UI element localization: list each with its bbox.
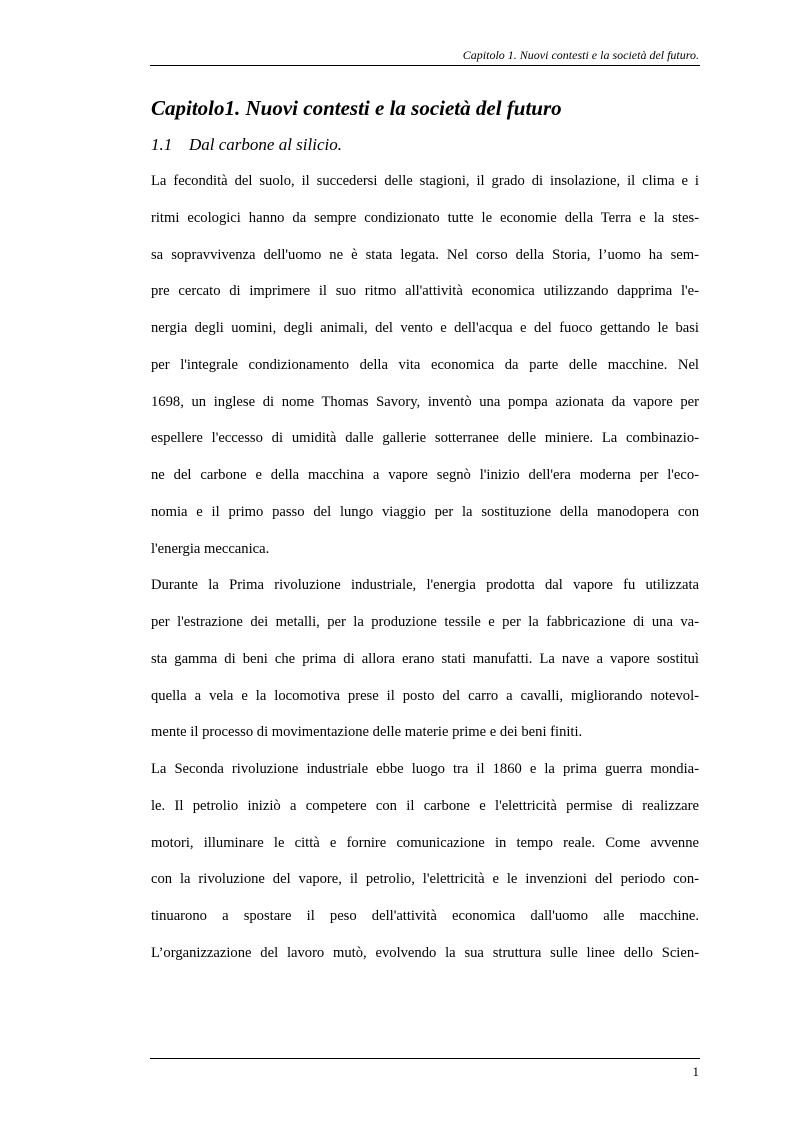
text-line: quella a vela e la locomotiva prese il posto del carro a cavalli, migliorando notevol- [151, 687, 699, 704]
text-line: le. Il petrolio iniziò a competere con il carbone e l'elettricità permise di realizzare [151, 797, 699, 814]
text-line: motori, illuminare le città e fornire comunicazione in tempo reale. Come avvenne [151, 834, 699, 851]
text-line: pre cercato di imprimere il suo ritmo all'attività economica utilizzando dapprima l'e- [151, 283, 699, 300]
section-heading [151, 133, 342, 157]
header-divider [150, 65, 700, 66]
text-line: La fecondità del suolo, il succedersi delle stagioni, il grado di insolazione, il clima e i [151, 173, 699, 189]
section-number: 1.1 [151, 135, 173, 154]
text-line: ritmi ecologici hanno da sempre condizionato tutte le economie della Terra e la stes- [151, 209, 699, 226]
text-line: sa sopravvivenza dell'uomo ne è stata legata. Nel corso della Storia, l’uomo ha sem- [151, 246, 699, 263]
text-line: espellere l'eccesso di umidità dalle gallerie sotterranee delle miniere. La combinazio- [151, 430, 699, 447]
chapter-title: Capitolo1. Nuovi contesti e la società del futuro [151, 96, 562, 120]
running-header: Capitolo 1. Nuovi contesti e la società del futuro. [462, 48, 699, 62]
text-line: nergia degli uomini, degli animali, del vento e dell'acqua e del fuoco gettando le basi [151, 320, 699, 336]
text-line: La Seconda rivoluzione industriale ebbe luogo tra il 1860 e la prima guerra mondia- [151, 761, 699, 777]
body-text [151, 170, 699, 979]
footer-divider [150, 1058, 700, 1059]
text-line: ne del carbone e della macchina a vapore segnò l'inizio dell'era moderna per l'eco- [151, 467, 699, 483]
text-line: mente il processo di movimentazione delle materie prime e dei beni finiti. [151, 724, 583, 741]
text-line: con la rivoluzione del vapore, il petrolio, l'elettricità e le invenzioni del periodo con- [151, 871, 699, 888]
text-line: sta gamma di beni che prima di allora erano stati manufatti. La nave a vapore sostituì [151, 650, 699, 667]
section-title: Dal carbone al silicio. [189, 135, 342, 154]
text-line: Durante la Prima rivoluzione industriale, l'energia prodotta dal vapore fu utilizzata [151, 577, 699, 594]
text-line: per l'estrazione dei metalli, per la produzione tessile e per la fabbricazione di una va- [151, 614, 699, 630]
text-line: tinuarono a spostare il peso dell'attività economica dall'uomo alle macchine. [151, 908, 699, 924]
text-line: 1698, un inglese di nome Thomas Savory, inventò una pompa azionata da vapore per [151, 393, 699, 410]
text-line: l'energia meccanica. [151, 540, 270, 557]
page-number: 1 [692, 1064, 699, 1079]
text-line: L’organizzazione del lavoro mutò, evolvendo la sua struttura sulle linee dello Scien- [151, 944, 699, 961]
text-line: nomia e il primo passo del lungo viaggio per la sostituzione della manodopera con [151, 503, 699, 520]
text-line: per l'integrale condizionamento della vita economica da parte delle macchine. Nel [151, 356, 699, 373]
